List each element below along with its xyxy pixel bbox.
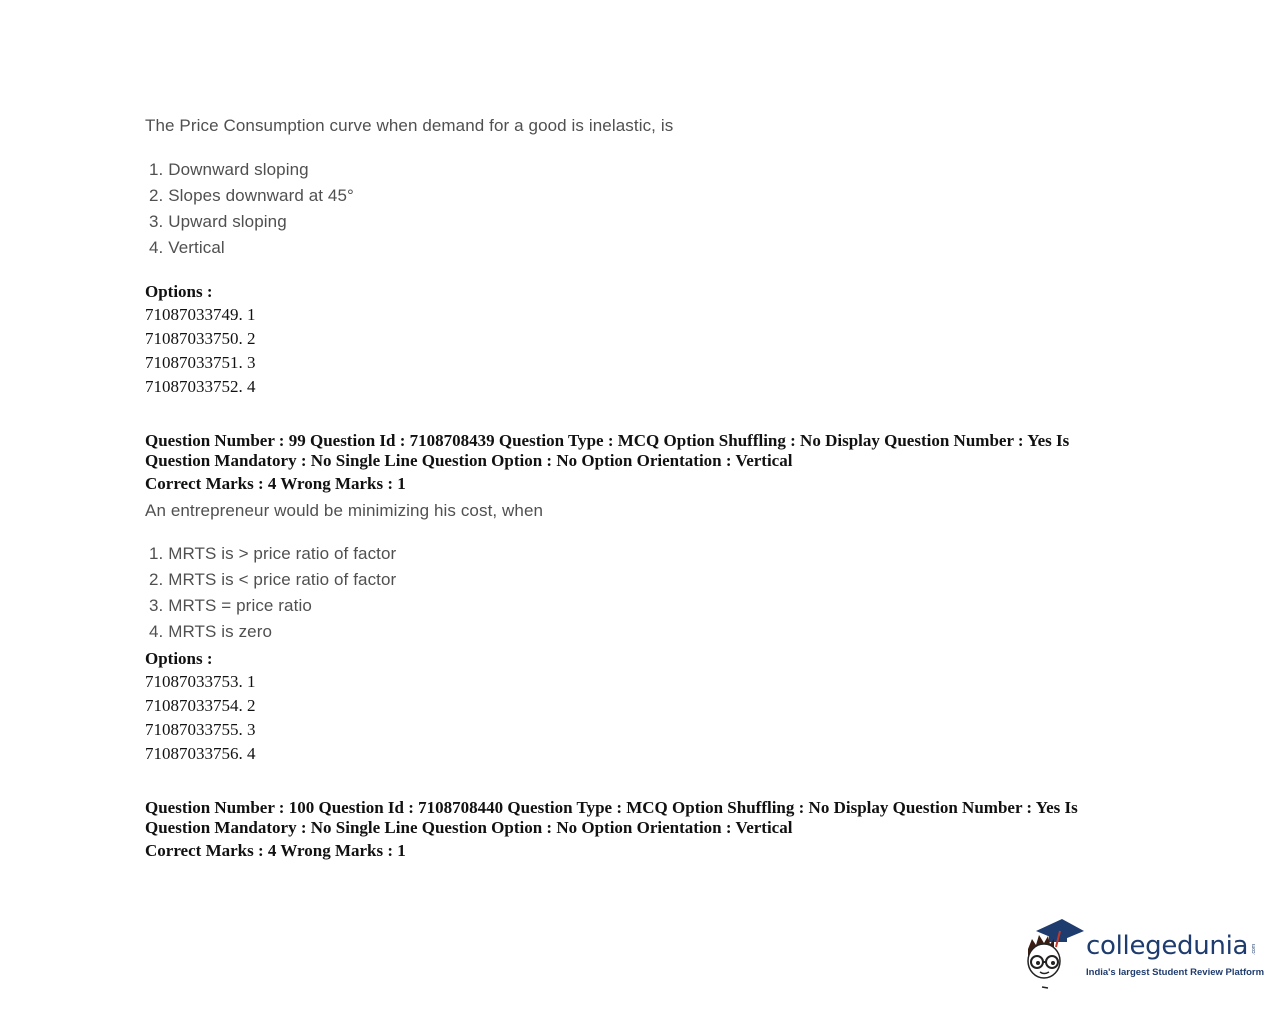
question-99-option-1: 71087033753. 1: [145, 672, 256, 691]
question-99-option-4: 71087033756. 4: [145, 744, 256, 763]
question-98-choice-4: 4. Vertical: [149, 238, 225, 257]
question-99-option-3: 71087033755. 3: [145, 720, 256, 739]
question-99-option-2: 71087033754. 2: [145, 696, 256, 715]
question-99-choice-4: 4. MRTS is zero: [149, 622, 273, 641]
question-98-option-1: 71087033749. 1: [145, 305, 256, 324]
question-98-option-3: 71087033751. 3: [145, 353, 256, 372]
question-98-choice-1: 1. Downward sloping: [149, 160, 309, 179]
logo-wordmark: collegedunia: [1086, 931, 1249, 961]
question-99-meta-line-2: Question Mandatory : No Single Line Question Option : No Option Orientation : Vertical: [145, 451, 793, 470]
question-98-choice-2: 2. Slopes downward at 45°: [149, 186, 354, 205]
question-100-marks: Correct Marks : 4 Wrong Marks : 1: [145, 841, 406, 860]
question-100-metadata: [145, 798, 1125, 838]
question-99-choice-3: 3. MRTS = price ratio: [149, 596, 312, 615]
question-99-options-label: Options :: [145, 649, 213, 668]
collegedunia-logo: [1022, 915, 1265, 995]
question-99-stem: An entrepreneur would be minimizing his cost, when: [145, 501, 544, 520]
question-99-marks: Correct Marks : 4 Wrong Marks : 1: [145, 474, 406, 493]
question-98-options-label: Options :: [145, 282, 213, 301]
question-98-option-2: 71087033750. 2: [145, 329, 256, 348]
question-100-meta-line-1: Question Number : 100 Question Id : 7108708440 Question Type : MCQ Option Shuffling : No Display Question Number : Yes Is: [145, 798, 1078, 817]
question-99-meta-line-1: Question Number : 99 Question Id : 7108708439 Question Type : MCQ Option Shuffling : No Display Question Number : Yes Is: [145, 431, 1070, 450]
question-99-choice-1: 1. MRTS is > price ratio of factor: [149, 544, 397, 563]
question-99-choice-2: 2. MRTS is < price ratio of factor: [149, 570, 397, 589]
logo-tagline: India's largest Student Review Platform: [1086, 967, 1265, 978]
student-mascot-icon: [1022, 917, 1088, 993]
question-98-stem: The Price Consumption curve when demand for a good is inelastic, is: [145, 116, 674, 135]
question-98-choice-3: 3. Upward sloping: [149, 212, 287, 231]
logo-com: .com: [1251, 944, 1257, 955]
question-99-metadata: [145, 431, 1125, 471]
question-100-meta-line-2: Question Mandatory : No Single Line Question Option : No Option Orientation : Vertical: [145, 818, 793, 837]
question-98-option-4: 71087033752. 4: [145, 377, 256, 396]
